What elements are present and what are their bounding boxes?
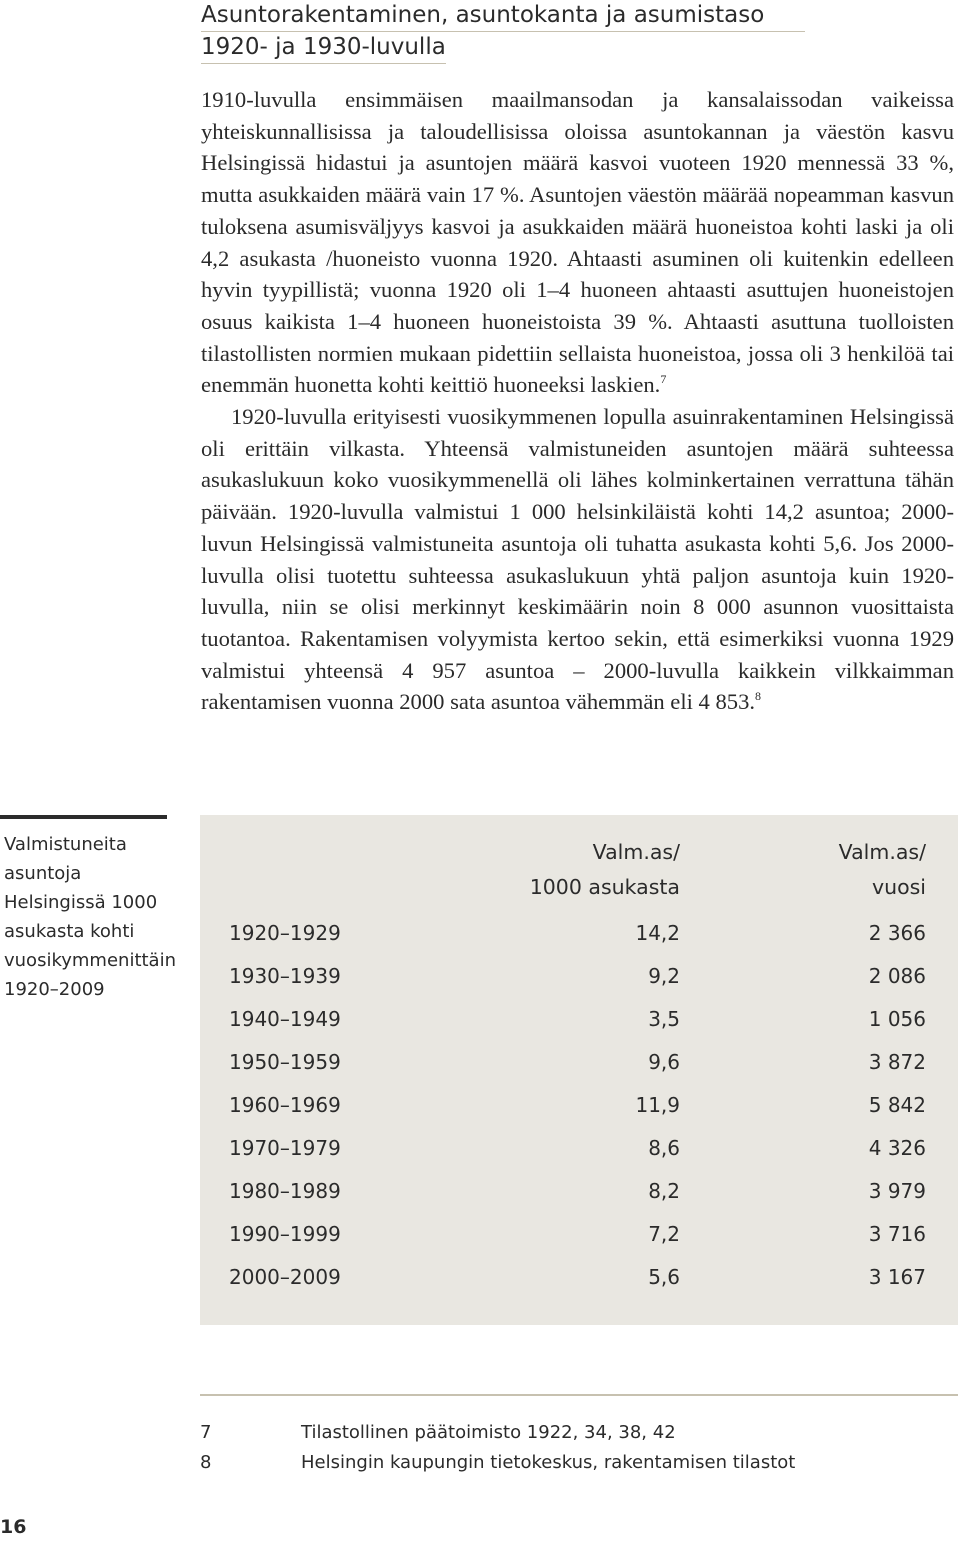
footnote-text: Helsingin kaupungin tietokeskus, rakentamisen tilastot bbox=[301, 1452, 796, 1473]
per-1000-cell: 11,9 bbox=[635, 1093, 680, 1117]
heading-line-1: Asuntorakentaminen, asuntokanta ja asumistaso bbox=[201, 0, 805, 32]
heading-line-2: 1920- ja 1930-luvulla bbox=[201, 32, 446, 64]
section-heading bbox=[201, 0, 805, 64]
per-1000-cell: 5,6 bbox=[648, 1265, 680, 1289]
body-text bbox=[201, 84, 954, 718]
footnote-ref-7: 7 bbox=[660, 372, 667, 387]
table-row bbox=[200, 1041, 958, 1084]
table-row bbox=[200, 912, 958, 955]
per-year-cell: 3 979 bbox=[868, 1179, 926, 1203]
per-year-cell: 4 326 bbox=[868, 1136, 926, 1160]
period-cell: 1920–1929 bbox=[229, 921, 341, 945]
per-year-cell: 5 842 bbox=[868, 1093, 926, 1117]
col-header-per-1000-line-2: 1000 asukasta bbox=[529, 875, 680, 899]
footnote-text: Tilastollinen päätoimisto 1922, 34, 38, 42 bbox=[301, 1422, 676, 1443]
footnote-item bbox=[200, 1448, 958, 1478]
col-header-per-1000 bbox=[490, 835, 680, 905]
table-caption: Valmistuneita asuntoja Helsingissä 1000 asukasta kohti vuosikymmenittäin 1920–2009 bbox=[4, 834, 176, 1000]
col-header-per-year-line-2: vuosi bbox=[871, 875, 926, 899]
paragraph-1-text: 1910-luvulla ensimmäisen maailmansodan ja kansalaissodan vaikeissa yhteiskunnallisissa ja taloudellisissa oloissa asuntokannan ja väestön kasvu Helsingissä hidastui ja asuntojen määrä kasvoi vuoteen 1920 mennessä 33 %, mutta asukkaiden määrä vain 17 %. Asuntojen väestön määrää nopeamman kasvun tuloksena asumisväljyys kasvoi ja asukkaiden määrä huoneistoa kohti laski ja oli 4,2 asukasta /huoneisto vuonna 1920. Ahtaasti asuminen oli kuitenkin edelleen hyvin tyypillistä; vuonna 1920 oli 1–4 huoneen ahtaasti asuttujen huoneistojen osuus kaikista 1–4 huoneen huoneistoista 39 %. Ahtaasti asuttuna tuolloisten tilastollisten normien mukaan pidettiin sellaista huoneistoa, jossa oli 3 henkilöä tai enemmän huonetta kohti keittiö huoneeksi laskien. bbox=[201, 87, 954, 398]
table-row bbox=[200, 998, 958, 1041]
period-cell: 1930–1939 bbox=[229, 964, 341, 988]
footnote-rule bbox=[200, 1394, 958, 1396]
period-cell: 1960–1969 bbox=[229, 1093, 341, 1117]
table-row bbox=[200, 1170, 958, 1213]
footnote-number: 8 bbox=[200, 1452, 212, 1473]
period-cell: 1970–1979 bbox=[229, 1136, 341, 1160]
page-number: 16 bbox=[0, 1516, 27, 1538]
col-header-per-year bbox=[760, 835, 926, 905]
table-row bbox=[200, 1084, 958, 1127]
housing-table bbox=[200, 815, 958, 1325]
per-1000-cell: 7,2 bbox=[648, 1222, 680, 1246]
period-cell: 1950–1959 bbox=[229, 1050, 341, 1074]
per-year-cell: 3 872 bbox=[868, 1050, 926, 1074]
per-1000-cell: 14,2 bbox=[635, 921, 680, 945]
paragraph-2 bbox=[201, 401, 954, 718]
per-year-cell: 2 086 bbox=[868, 964, 926, 988]
per-year-cell: 1 056 bbox=[868, 1007, 926, 1031]
table-row bbox=[200, 1256, 958, 1299]
table-row bbox=[200, 955, 958, 998]
per-1000-cell: 8,6 bbox=[648, 1136, 680, 1160]
period-cell: 1980–1989 bbox=[229, 1179, 341, 1203]
per-1000-cell: 8,2 bbox=[648, 1179, 680, 1203]
per-1000-cell: 3,5 bbox=[648, 1007, 680, 1031]
footnote-item bbox=[200, 1418, 958, 1448]
footnote-number: 7 bbox=[200, 1422, 212, 1443]
footnotes bbox=[200, 1418, 958, 1478]
per-year-cell: 3 716 bbox=[868, 1222, 926, 1246]
table-row bbox=[200, 1213, 958, 1256]
period-cell: 2000–2009 bbox=[229, 1265, 341, 1289]
footnote-ref-8: 8 bbox=[755, 689, 762, 704]
col-header-per-year-line-1: Valm.as/ bbox=[838, 840, 926, 864]
paragraph-2-text: 1920-luvulla erityisesti vuosikymmenen lopulla asuinrakentaminen Helsingissä oli erittäin vilkasta. Yhteensä valmistuneiden asuntojen määrä suhteessa asukaslukuun koko vuosikymmenellä oli lähes kolminkertainen verrattuna tähän päivään. 1920-luvulla valmistui 1 000 helsinkiläistä kohti 14,2 asuntoa; 2000-luvun Helsingissä valmistuneita asuntoja oli tuhatta asukasta kohti 5,6. Jos 2000-luvulla olisi tuotettu suhteessa asukaslukuun yhtä paljon asuntoja kuin 1920-luvulla, niin se olisi merkinnyt keskimäärin noin 8 000 asunnon vuosittaista tuotantoa. Rakentamisen volyymista kertoo sekin, että esimerkiksi vuonna 1929 valmistui yhteensä 4 957 asuntoa – 2000-luvulla kaikkein vilkkaimman rakentamisen vuonna 2000 sata asuntoa vähemmän eli 4 853. bbox=[201, 404, 954, 715]
paragraph-1 bbox=[201, 84, 954, 401]
caption-rule bbox=[0, 815, 167, 819]
per-year-cell: 2 366 bbox=[868, 921, 926, 945]
table-body bbox=[200, 912, 958, 1299]
period-cell: 1990–1999 bbox=[229, 1222, 341, 1246]
per-year-cell: 3 167 bbox=[868, 1265, 926, 1289]
table-row bbox=[200, 1127, 958, 1170]
col-header-per-1000-line-1: Valm.as/ bbox=[592, 840, 680, 864]
per-1000-cell: 9,2 bbox=[648, 964, 680, 988]
period-cell: 1940–1949 bbox=[229, 1007, 341, 1031]
per-1000-cell: 9,6 bbox=[648, 1050, 680, 1074]
